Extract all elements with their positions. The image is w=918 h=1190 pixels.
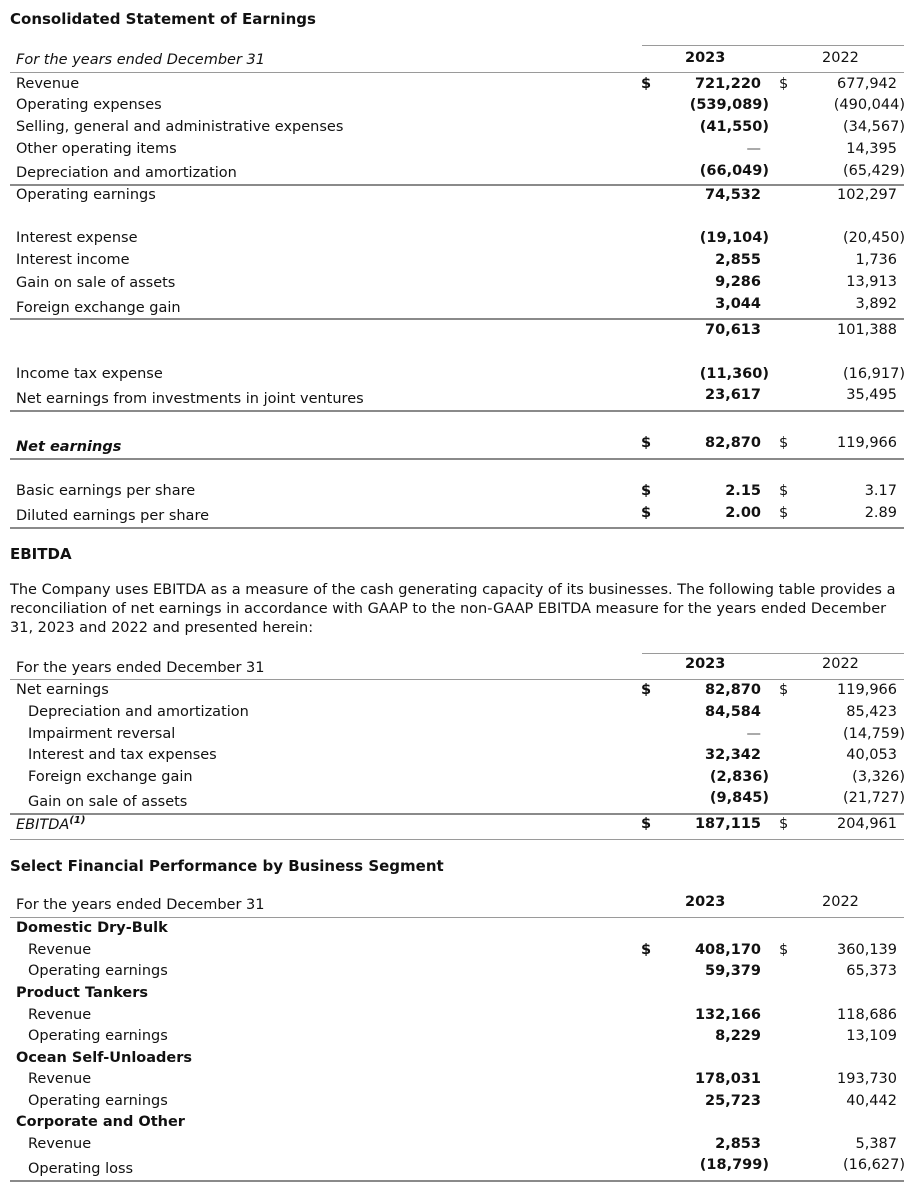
row-label: Interest expense [16, 230, 138, 246]
value-2022: (14,759) [842, 726, 905, 742]
value-2023: 74,532 [705, 187, 761, 203]
value-2022: (16,917) [842, 366, 905, 382]
currency-2023: $ [641, 682, 652, 698]
net-earnings-label: Net earnings [16, 439, 122, 455]
net-earnings-2022: 119,966 [837, 435, 897, 451]
currency-2022: $ [779, 816, 789, 832]
row-label: Operating earnings [28, 1093, 168, 1109]
row-label: Other operating items [16, 141, 177, 157]
eps-rule [10, 527, 904, 529]
row-label: Gain on sale of assets [16, 275, 176, 291]
currency-2023: $ [641, 483, 652, 499]
value-2022: 102,297 [837, 187, 897, 203]
col-header-2023: 2023 [685, 656, 726, 672]
value-2023: (9,845) [709, 790, 769, 806]
row-label: Revenue [16, 76, 80, 92]
basic-eps-2022: 3.17 [864, 483, 897, 499]
value-2023: (66,049) [699, 163, 769, 179]
value-2022: 14,395 [846, 141, 897, 157]
value-2023: 32,342 [705, 747, 761, 763]
header-rule [642, 45, 904, 46]
period-label: For the years ended December 31 [16, 52, 265, 68]
col-header-2023: 2023 [685, 50, 726, 66]
subtotal-rule [10, 184, 904, 186]
value-2023: 59,379 [705, 963, 761, 979]
currency-2023: $ [641, 435, 652, 451]
ebitda-label: EBITDA [16, 817, 70, 833]
currency-2023: $ [641, 942, 652, 958]
row-label: Operating earnings [28, 963, 168, 979]
row-label: Operating expenses [16, 97, 162, 113]
net-earnings-2023: 82,870 [705, 435, 761, 451]
value-2023: (19,104) [699, 230, 769, 246]
value-2023: (18,799) [699, 1157, 769, 1173]
row-label: Interest income [16, 252, 130, 268]
value-2022: 5,387 [855, 1136, 897, 1152]
value-2023: 9,286 [715, 274, 761, 290]
row-label: Net earnings from investments in joint ventures [16, 391, 364, 407]
currency-2023: $ [641, 816, 652, 832]
value-2022: 13,913 [846, 274, 897, 290]
col-header-2023: 2023 [685, 894, 726, 910]
value-2022: 3,892 [855, 296, 897, 312]
segments-title: Select Financial Performance by Business Segment [10, 857, 444, 875]
value-2022: (3,326) [852, 769, 905, 785]
value-2022: 1,736 [855, 252, 897, 268]
value-2022: (21,727) [842, 790, 905, 806]
basic-eps-2023: 2.15 [725, 483, 761, 499]
earnings-before-tax-2022: 101,388 [837, 322, 897, 338]
currency-2022: $ [779, 942, 789, 958]
value-2023: 23,617 [705, 387, 761, 403]
value-2023: 84,584 [705, 704, 761, 720]
value-2023: (11,360) [699, 366, 769, 382]
value-2022: (490,044) [833, 97, 905, 113]
row-label: Basic earnings per share [16, 483, 196, 499]
currency-2023: $ [641, 505, 652, 521]
row-label: Foreign exchange gain [28, 769, 193, 785]
ebitda-2022: 204,961 [837, 816, 897, 832]
value-2023: (539,089) [689, 97, 769, 113]
value-2022: 118,686 [837, 1007, 897, 1023]
value-2022: (20,450) [842, 230, 905, 246]
row-label: Revenue [28, 1007, 92, 1023]
row-label: Net earnings [16, 682, 109, 698]
segment-name: Ocean Self-Unloaders [16, 1050, 193, 1066]
value-2023: (41,550) [699, 119, 769, 135]
total-rule [10, 839, 904, 840]
period-label: For the years ended December 31 [16, 660, 265, 676]
row-label: Selling, general and administrative expenses [16, 119, 344, 135]
currency-2022: $ [779, 76, 789, 92]
value-2023: 408,170 [694, 942, 761, 958]
currency-2022: $ [779, 435, 789, 451]
col-header-2022: 2022 [822, 894, 859, 910]
earnings-title: Consolidated Statement of Earnings [10, 10, 316, 28]
col-header-2022: 2022 [822, 50, 859, 66]
value-2022: (65,429) [842, 163, 905, 179]
currency-2022: $ [779, 505, 789, 521]
header-underline [10, 72, 904, 73]
row-label: Revenue [28, 942, 92, 958]
subtotal-rule [10, 318, 904, 320]
row-label: Operating earnings [16, 187, 156, 203]
row-label: Operating earnings [28, 1028, 168, 1044]
earnings-before-tax-2023: 70,613 [705, 322, 761, 338]
row-label: Foreign exchange gain [16, 300, 181, 316]
value-2022: 193,730 [837, 1071, 897, 1087]
diluted-eps-2022: 2.89 [864, 505, 897, 521]
value-2023: 82,870 [705, 682, 761, 698]
row-label: Interest and tax expenses [28, 747, 217, 763]
currency-2022: $ [779, 483, 789, 499]
ebitda-2023: 187,115 [694, 816, 761, 832]
ebitda-total-label [16, 817, 85, 833]
value-2022: 13,109 [846, 1028, 897, 1044]
value-2022: 85,423 [846, 704, 897, 720]
value-2022: 677,942 [837, 76, 897, 92]
value-2023: 132,166 [694, 1007, 761, 1023]
value-2022: 360,139 [837, 942, 897, 958]
value-2022: (16,627) [842, 1157, 905, 1173]
value-2022: 40,442 [846, 1093, 897, 1109]
row-label: Diluted earnings per share [16, 508, 210, 524]
header-underline [10, 917, 904, 918]
header-underline [10, 679, 904, 680]
ebitda-description: The Company uses EBITDA as a measure of the cash generating capacity of its businesses. The following table provides a reconciliation of net earnings in accordance with GAAP to the non-GAAP EBITDA measure for the years ended December 31, 2023 and 2022 and presented herein: [10, 582, 896, 636]
value-2023: 721,220 [694, 76, 761, 92]
currency-2023: $ [641, 76, 652, 92]
value-2023: 178,031 [694, 1071, 761, 1087]
value-2023: (2,836) [709, 769, 769, 785]
value-2022: 40,053 [846, 747, 897, 763]
segment-name: Product Tankers [16, 985, 149, 1001]
value-2023: — [746, 141, 761, 157]
value-2023: 25,723 [705, 1093, 761, 1109]
row-label: Operating loss [28, 1161, 134, 1177]
row-label: Depreciation and amortization [28, 704, 249, 720]
segment-name: Corporate and Other [16, 1114, 185, 1130]
value-2023: 2,855 [715, 252, 761, 268]
value-2022: (34,567) [842, 119, 905, 135]
row-label: Revenue [28, 1136, 92, 1152]
period-label: For the years ended December 31 [16, 897, 265, 913]
value-2023: 8,229 [715, 1028, 761, 1044]
currency-2022: $ [779, 682, 789, 698]
row-label: Depreciation and amortization [16, 165, 237, 181]
value-2023: — [746, 726, 761, 742]
value-2023: 2,853 [715, 1136, 761, 1152]
value-2022: 119,966 [837, 682, 897, 698]
subtotal-rule [10, 410, 904, 412]
row-label: Impairment reversal [28, 726, 176, 742]
ebitda-title: EBITDA [10, 545, 72, 563]
col-header-2022: 2022 [822, 656, 859, 672]
value-2023: 3,044 [715, 296, 761, 312]
value-2022: 35,495 [846, 387, 897, 403]
row-label: Income tax expense [16, 366, 163, 382]
header-rule [642, 653, 904, 654]
value-2022: 65,373 [846, 963, 897, 979]
net-earnings-rule [10, 458, 904, 460]
segments-bottom-rule [10, 1180, 904, 1182]
subtotal-rule [10, 813, 904, 815]
row-label: Revenue [28, 1071, 92, 1087]
footnote-marker: (1) [69, 815, 86, 826]
row-label: Gain on sale of assets [28, 794, 188, 810]
segment-name: Domestic Dry-Bulk [16, 920, 168, 936]
diluted-eps-2023: 2.00 [725, 505, 761, 521]
